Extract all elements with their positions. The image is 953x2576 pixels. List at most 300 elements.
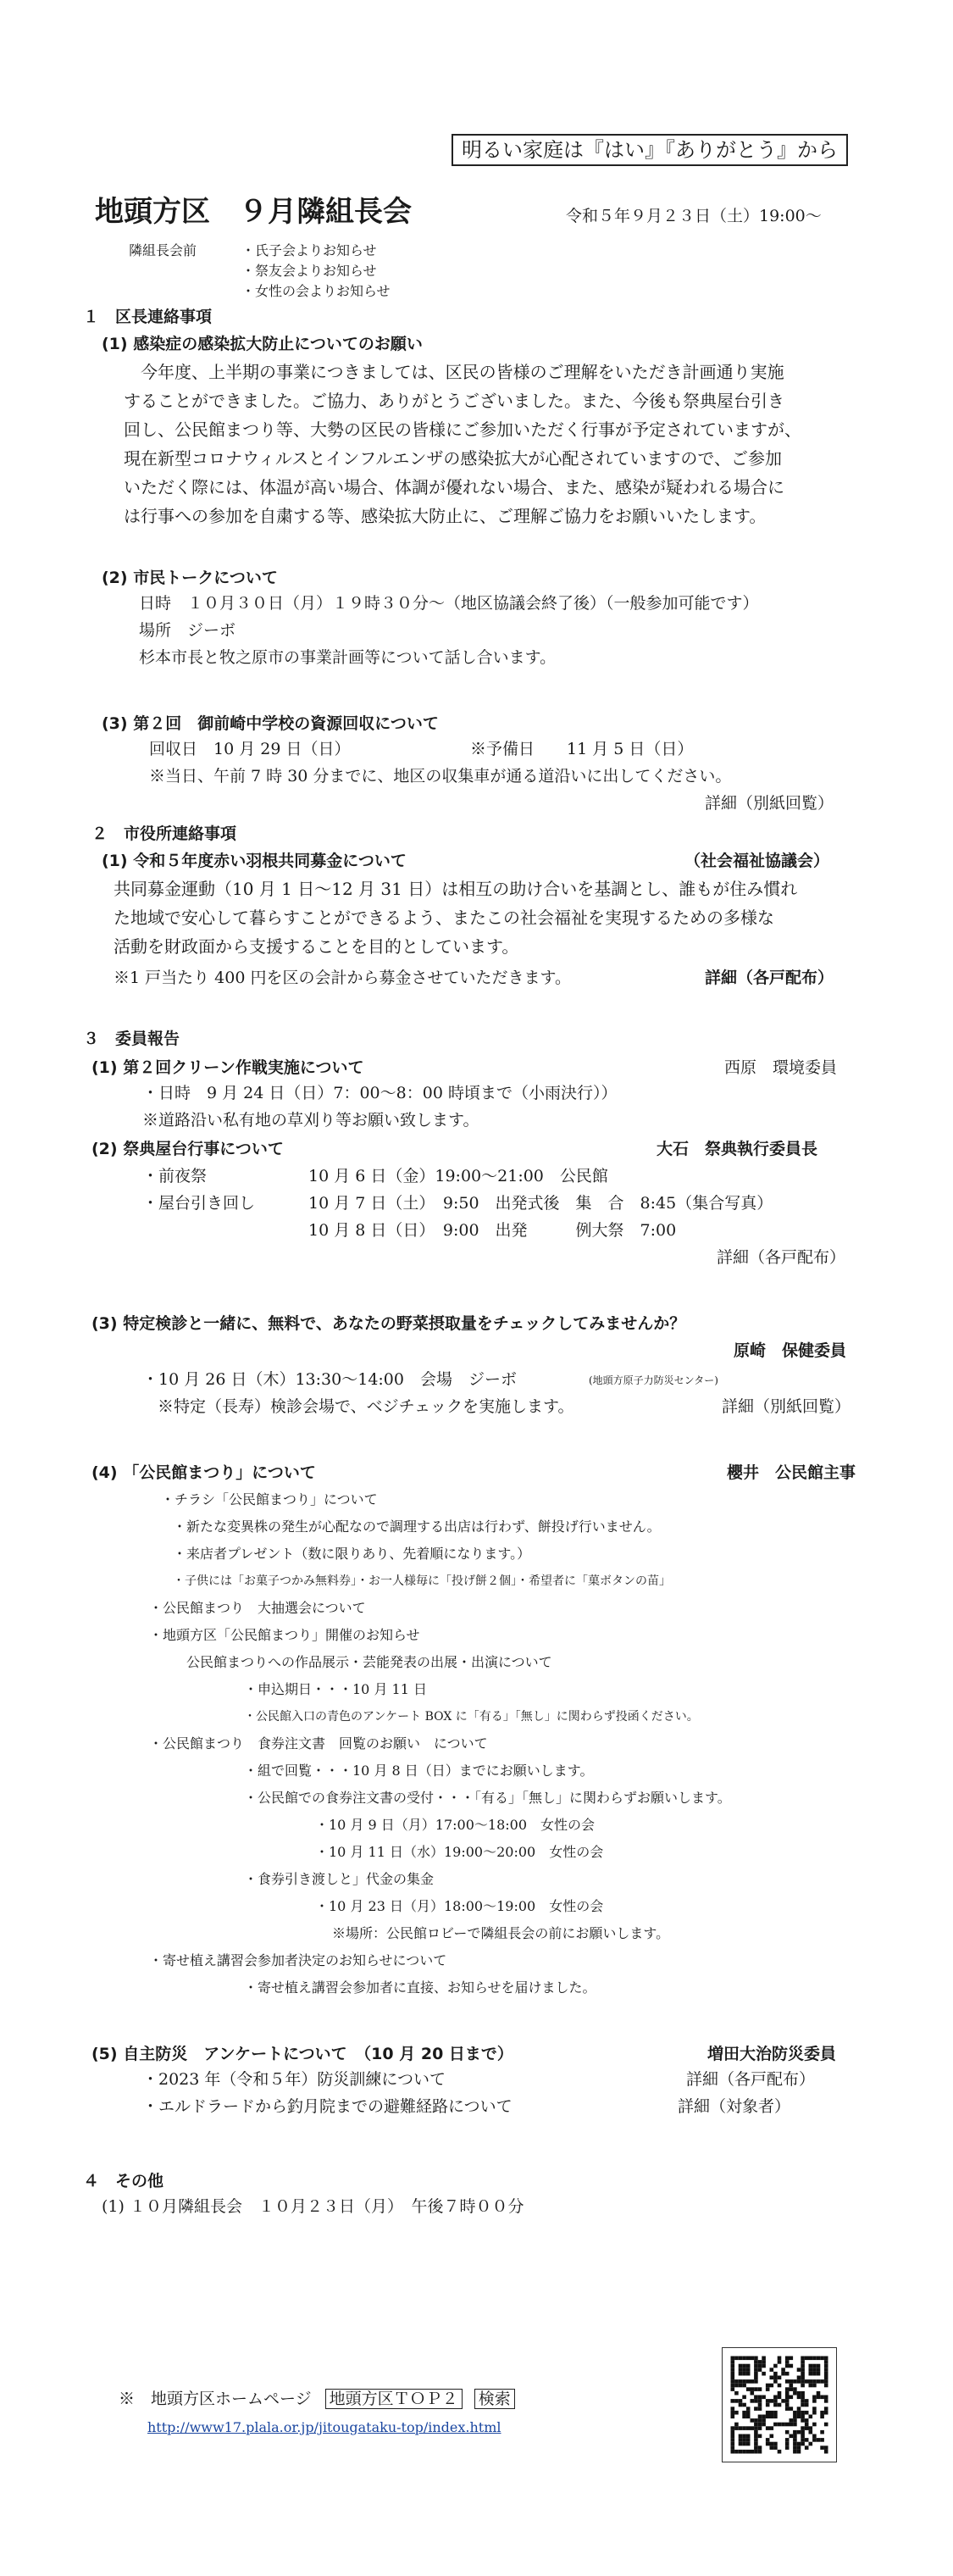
qr-module [731, 2379, 735, 2384]
qr-module [742, 2438, 746, 2442]
qr-module [820, 2446, 824, 2450]
qr-module [770, 2426, 774, 2430]
list-item: ・組で回覧・・・10 月 8 日（日）までにお願いします。 [244, 1763, 594, 1779]
qr-module [793, 2438, 797, 2442]
qr-module [793, 2446, 797, 2450]
qr-module [731, 2407, 735, 2411]
qr-module [793, 2415, 797, 2419]
qr-module [785, 2407, 790, 2411]
list-item: ・公民館まつり 食券注文書 回覧のお願い について [149, 1735, 488, 1752]
qr-module [785, 2438, 790, 2442]
qr-module [739, 2384, 743, 2388]
qr-module [812, 2357, 817, 2361]
qr-module [739, 2426, 743, 2430]
qr-module [739, 2403, 743, 2407]
qr-module [758, 2364, 762, 2368]
qr-module [778, 2376, 782, 2380]
qr-module [754, 2368, 758, 2372]
qr-module [754, 2379, 758, 2384]
qr-module [812, 2438, 817, 2442]
qr-module [790, 2423, 794, 2427]
qr-module [746, 2434, 751, 2439]
qr-module [785, 2391, 790, 2396]
qr-module [797, 2446, 801, 2450]
qr-module [742, 2415, 746, 2419]
paragraph [114, 874, 797, 961]
list-item: ・寄せ植え講習会参加者決定のお知らせについて [149, 1952, 447, 1968]
qr-module [773, 2403, 778, 2407]
qr-module [734, 2379, 739, 2384]
list-item: ・子供には「お菓子つかみ無料券」・お一人様毎に「投げ餅２個」・希望者に「菓ボタンの苗」 [173, 1574, 671, 1588]
qr-module [731, 2450, 735, 2454]
qr-module [762, 2372, 766, 2376]
pre-meeting-item: ・祭友会よりお知らせ [241, 263, 377, 279]
qr-module [817, 2438, 821, 2442]
qr-module [809, 2368, 813, 2372]
qr-module [766, 2415, 770, 2419]
qr-module [758, 2434, 762, 2439]
qr-module [812, 2364, 817, 2368]
qr-module [805, 2426, 809, 2430]
list-item: ・公民館まつり 大抽選会について [149, 1600, 366, 1616]
qr-module [797, 2450, 801, 2454]
list-item: ・食券引き渡しと」代金の集金 [244, 1871, 435, 1887]
qr-module [817, 2379, 821, 2384]
qr-module [731, 2415, 735, 2419]
list-item: ・10 月 9 日（月）17:00～18:00 女性の会 [315, 1817, 596, 1833]
qr-module [731, 2434, 735, 2439]
qr-module [781, 2423, 785, 2427]
search-button[interactable]: 検索 [474, 2389, 515, 2409]
qr-module [785, 2379, 790, 2384]
section-heading: ３ 委員報告 [83, 1030, 180, 1048]
qr-module [778, 2360, 782, 2364]
item-org: （社会福祉協議会） [684, 852, 830, 870]
item-title: (5) 自主防災 アンケートについて （10 月 20 日まで） [91, 2045, 513, 2063]
qr-module [790, 2434, 794, 2439]
qr-module [809, 2442, 813, 2446]
qr-module [754, 2372, 758, 2376]
item-title: (1) 第２回クリーン作戦実施について [91, 1058, 364, 1077]
qr-module [762, 2364, 766, 2368]
homepage-link[interactable]: 地頭方区ＴＯＰ２ [325, 2389, 463, 2409]
qr-module [797, 2379, 801, 2384]
qr-module [793, 2411, 797, 2415]
qr-module [790, 2357, 794, 2361]
qr-module [746, 2357, 751, 2361]
paragraph-line: 共同募金運動（10 月 1 日～12 月 31 日）は相互の助け合いを基調とし、誰もが住み慣れ [114, 879, 798, 899]
list-item: ・来店者プレゼント（数に限りあり、先着順になります。） [173, 1546, 531, 1562]
qr-module [754, 2450, 758, 2454]
qr-module [790, 2364, 794, 2368]
pre-meeting-item: ・氏子会よりお知らせ [241, 242, 377, 258]
qr-module [793, 2430, 797, 2434]
homepage-label: ※ 地頭方区ホームページ [119, 2390, 312, 2408]
section-heading: ４ その他 [83, 2172, 164, 2190]
qr-module [778, 2403, 782, 2407]
qr-module [801, 2391, 805, 2396]
qr-module [754, 2376, 758, 2380]
qr-module [801, 2364, 805, 2368]
qr-module [785, 2430, 790, 2434]
page-title: 地頭方区 ９月隣組長会 [95, 195, 412, 229]
item-reporter: 櫻井 公民館主事 [727, 1463, 856, 1482]
qr-module [739, 2438, 743, 2442]
qr-module [778, 2396, 782, 2400]
footer-line [119, 2387, 515, 2411]
qr-module [820, 2415, 824, 2419]
qr-module [742, 2396, 746, 2400]
list-item: ・公民館での食券注文書の受付・・・「有る」「無し」に関わらずお願いします。 [244, 1790, 731, 1806]
qr-module [758, 2446, 762, 2450]
event-place: 場所 ジーボ [139, 621, 236, 640]
qr-module [812, 2407, 817, 2411]
qr-module [739, 2434, 743, 2439]
qr-module [805, 2403, 809, 2407]
qr-module [820, 2430, 824, 2434]
item-reporter: 増田大治防災委員 [707, 2045, 837, 2063]
list-item: ・申込期日・・・10 月 11 日 [244, 1681, 427, 1697]
paragraph-line: は行事への参加を自粛する等、感染拡大防止に、ご理解ご協力をお願いいたします。 [124, 506, 767, 526]
list-item: 公民館まつりへの作品展示・芸能発表の出展・出演について [186, 1654, 552, 1670]
qr-module [805, 2446, 809, 2450]
qr-module [812, 2368, 817, 2372]
qr-module [805, 2399, 809, 2403]
qr-module [797, 2442, 801, 2446]
detail-note: 詳細（別紙回覧） [705, 794, 834, 813]
qr-module [773, 2446, 778, 2450]
qr-module [766, 2426, 770, 2430]
list-item: ・10 月 11 日（水）19:00～20:00 女性の会 [315, 1844, 604, 1860]
qr-module [790, 2396, 794, 2400]
qr-module [801, 2396, 805, 2400]
qr-module [773, 2379, 778, 2384]
qr-module [758, 2450, 762, 2454]
qr-module [824, 2376, 828, 2380]
qr-module [773, 2423, 778, 2427]
qr-module [739, 2450, 743, 2454]
qr-module [824, 2368, 828, 2372]
item-title: (2) 市民トークについて [102, 569, 278, 587]
qr-module [754, 2387, 758, 2391]
qr-module [797, 2407, 801, 2411]
qr-module [758, 2426, 762, 2430]
homepage-url[interactable]: http://www17.plala.or.jp/jitougataku-top/index.html [147, 2419, 501, 2435]
qr-module [746, 2407, 751, 2411]
qr-module [824, 2372, 828, 2376]
qr-module [797, 2430, 801, 2434]
qr-module [801, 2430, 805, 2434]
qr-module [751, 2450, 755, 2454]
qr-module [731, 2438, 735, 2442]
qr-module [773, 2442, 778, 2446]
qr-module [793, 2450, 797, 2454]
paragraph-line: いただく際には、体温が高い場合、体調が優れない場合、また、感染が疑われる場合に [124, 477, 784, 497]
qr-module [793, 2434, 797, 2439]
qr-module [801, 2357, 805, 2361]
qr-module [812, 2399, 817, 2403]
qr-module [805, 2418, 809, 2423]
qr-module [797, 2411, 801, 2415]
qr-module [758, 2415, 762, 2419]
qr-module [734, 2357, 739, 2361]
qr-module [746, 2379, 751, 2384]
list-item: ・新たな変異株の発生が心配なので調理する出店は行わず、餅投げ行いません。 [173, 1518, 661, 1535]
qr-module [758, 2399, 762, 2403]
qr-module [731, 2357, 735, 2361]
qr-module [785, 2399, 790, 2403]
detail-note: 詳細（別紙回覧） [722, 1397, 851, 1416]
qr-module [778, 2357, 782, 2361]
qr-module [734, 2423, 739, 2427]
qr-module [751, 2418, 755, 2423]
qr-module [731, 2399, 735, 2403]
qr-module [824, 2411, 828, 2415]
list-item: ・チラシ「公民館まつり」について [161, 1491, 378, 1507]
qr-module [809, 2430, 813, 2434]
qr-module [805, 2357, 809, 2361]
qr-module [746, 2372, 751, 2376]
qr-module [801, 2434, 805, 2439]
paragraph-line: 今年度、上半期の事業につきましては、区民の皆様のご理解をいただき計画通り実施 [124, 362, 784, 382]
list-item: ・エルドラードから釣月院までの避難経路について [142, 2097, 513, 2116]
qr-module [801, 2426, 805, 2430]
qr-module [731, 2442, 735, 2446]
qr-module [817, 2368, 821, 2372]
item-title: (3) 第２回 御前崎中学校の資源回収について [102, 714, 439, 733]
qr-module [778, 2391, 782, 2396]
qr-module [746, 2411, 751, 2415]
qr-module [746, 2387, 751, 2391]
qr-module [778, 2384, 782, 2388]
qr-module [790, 2379, 794, 2384]
qr-module [742, 2434, 746, 2439]
qr-module [742, 2403, 746, 2407]
schedule-time: 10 月 8 日（日） 9:00 出発 例大祭 7:00 [308, 1221, 677, 1240]
qr-module [742, 2379, 746, 2384]
qr-module [773, 2364, 778, 2368]
qr-module [751, 2387, 755, 2391]
qr-module [754, 2434, 758, 2439]
paragraph [124, 358, 801, 530]
qr-module [801, 2418, 805, 2423]
qr-module [739, 2442, 743, 2446]
qr-module [751, 2399, 755, 2403]
qr-module [812, 2384, 817, 2388]
qr-module [793, 2418, 797, 2423]
qr-module [751, 2357, 755, 2361]
qr-module [781, 2372, 785, 2376]
qr-module [762, 2357, 766, 2361]
qr-module [785, 2387, 790, 2391]
qr-module [758, 2387, 762, 2391]
qr-module [797, 2391, 801, 2396]
qr-module [801, 2372, 805, 2376]
qr-module [817, 2364, 821, 2368]
qr-module [766, 2442, 770, 2446]
qr-module [801, 2411, 805, 2415]
qr-module [790, 2407, 794, 2411]
qr-module [801, 2368, 805, 2372]
qr-module [773, 2399, 778, 2403]
qr-module [801, 2403, 805, 2407]
qr-module [812, 2411, 817, 2415]
qr-module [762, 2360, 766, 2364]
qr-module [824, 2407, 828, 2411]
qr-module [801, 2438, 805, 2442]
list-item: ・地頭方区「公民館まつり」開催のお知らせ [149, 1627, 420, 1643]
item-reporter: 西原 環境委員 [724, 1058, 838, 1077]
qr-module [820, 2396, 824, 2400]
qr-module [824, 2399, 828, 2403]
qr-module [731, 2446, 735, 2450]
qr-module [758, 2368, 762, 2372]
item-title: (4) 「公民館まつり」について [91, 1463, 316, 1482]
qr-module [785, 2372, 790, 2376]
item-title: (1) 令和５年度赤い羽根共同募金について [102, 852, 407, 870]
qr-module [785, 2403, 790, 2407]
detail-note: 詳細（各戸配布） [717, 1248, 846, 1267]
qr-module [812, 2434, 817, 2439]
qr-module [746, 2450, 751, 2454]
note: ※1 戸当たり 400 円を区の会計から募金させていただきます。 [114, 969, 571, 987]
qr-module [742, 2364, 746, 2368]
qr-module [754, 2446, 758, 2450]
qr-module [754, 2430, 758, 2434]
qr-module [739, 2357, 743, 2361]
qr-module [734, 2450, 739, 2454]
qr-module [817, 2391, 821, 2396]
qr-module [766, 2403, 770, 2407]
qr-module [754, 2426, 758, 2430]
event-datetime: ・日時 9 月 24 日（日）7：00～8：00 時頃まで（小雨決行）） [142, 1084, 618, 1102]
qr-module [778, 2450, 782, 2454]
qr-module [742, 2368, 746, 2372]
qr-module [739, 2368, 743, 2372]
detail-note: 詳細（各戸配布） [686, 2070, 816, 2089]
qr-module [785, 2396, 790, 2400]
note: ※当日、午前 7 時 30 分までに、地区の収集車が通る道沿いに出してください。 [149, 767, 732, 786]
qr-module [731, 2372, 735, 2376]
qr-module [824, 2357, 828, 2361]
qr-module [801, 2399, 805, 2403]
paragraph-line: 活動を財政面から支援することを目的としています。 [114, 936, 519, 957]
qr-module [781, 2368, 785, 2372]
qr-module [751, 2379, 755, 2384]
qr-code-graphic [723, 2348, 836, 2462]
qr-module [754, 2396, 758, 2400]
list-item: ※場所：公民館ロビーで隣組長会の前にお願いします。 [332, 1925, 670, 1941]
qr-module [731, 2364, 735, 2368]
qr-module [746, 2438, 751, 2442]
qr-module [770, 2384, 774, 2388]
qr-module [809, 2357, 813, 2361]
qr-module [801, 2376, 805, 2380]
qr-module [742, 2426, 746, 2430]
qr-module [801, 2415, 805, 2419]
meeting-date: 令和５年９月２３日（土）19:00～ [566, 207, 822, 225]
qr-module [805, 2438, 809, 2442]
qr-module [746, 2415, 751, 2419]
next-meeting: (1) １０月隣組長会 １０月２３日（月） 午後７時００分 [102, 2197, 524, 2216]
qr-module [801, 2442, 805, 2446]
schedule-label: ・前夜祭 [142, 1167, 208, 1185]
qr-module [758, 2360, 762, 2364]
qr-module [824, 2446, 828, 2450]
qr-module [809, 2364, 813, 2368]
qr-module [824, 2423, 828, 2427]
qr-module [801, 2384, 805, 2388]
qr-module [742, 2384, 746, 2388]
qr-module [785, 2442, 790, 2446]
qr-module [770, 2415, 774, 2419]
qr-module [801, 2379, 805, 2384]
qr-module [754, 2360, 758, 2364]
qr-module [797, 2396, 801, 2400]
qr-module [770, 2446, 774, 2450]
qr-module [770, 2442, 774, 2446]
detail-note: 詳細（対象者） [678, 2097, 791, 2116]
qr-module [746, 2426, 751, 2430]
qr-module [766, 2387, 770, 2391]
qr-module [801, 2360, 805, 2364]
event-datetime: 日時 １０月３０日（月）１９時３０分～（地区協議会終了後）（一般参加可能です） [139, 594, 759, 613]
qr-module [770, 2411, 774, 2415]
qr-module [731, 2384, 735, 2388]
qr-module [793, 2379, 797, 2384]
qr-module [812, 2372, 817, 2376]
qr-module [754, 2357, 758, 2361]
qr-module [766, 2411, 770, 2415]
qr-module [817, 2396, 821, 2400]
qr-module [805, 2379, 809, 2384]
qr-module [739, 2379, 743, 2384]
event-desc: 杉本市長と牧之原市の事業計画等について話し合います。 [139, 648, 557, 667]
item-reporter: 原崎 保健委員 [734, 1341, 847, 1360]
schedule-time: 10 月 6 日（金）19:00～21:00 公民館 [308, 1167, 608, 1185]
qr-module [762, 2396, 766, 2400]
qr-module [758, 2407, 762, 2411]
qr-module [785, 2423, 790, 2427]
collection-date: 回収日 10 月 29 日（日） [149, 740, 351, 758]
qr-module [773, 2376, 778, 2380]
qr-module [762, 2418, 766, 2423]
qr-module [754, 2418, 758, 2423]
qr-module [805, 2423, 809, 2427]
qr-module [770, 2434, 774, 2439]
qr-module [751, 2391, 755, 2396]
qr-module [790, 2418, 794, 2423]
qr-module [809, 2379, 813, 2384]
qr-module [824, 2364, 828, 2368]
qr-module [809, 2426, 813, 2430]
qr-module [742, 2372, 746, 2376]
qr-module [754, 2438, 758, 2442]
schedule-label: ・屋台引き回し [142, 1194, 256, 1213]
qr-module [805, 2411, 809, 2415]
paragraph-line: た地域で安心して暮らすことができるよう、またこの社会福祉を実現するための多様な [114, 908, 774, 928]
qr-module [773, 2415, 778, 2419]
qr-module [793, 2387, 797, 2391]
qr-code-icon[interactable] [722, 2347, 837, 2462]
qr-module [739, 2364, 743, 2368]
qr-module [812, 2379, 817, 2384]
qr-module [773, 2411, 778, 2415]
qr-module [734, 2411, 739, 2415]
schedule-time: 10 月 7 日（土） 9:50 出発式後 集 合 8:45（集合写真） [308, 1194, 773, 1213]
qr-module [824, 2450, 828, 2454]
item-reporter: 大石 祭典執行委員長 [657, 1140, 818, 1158]
